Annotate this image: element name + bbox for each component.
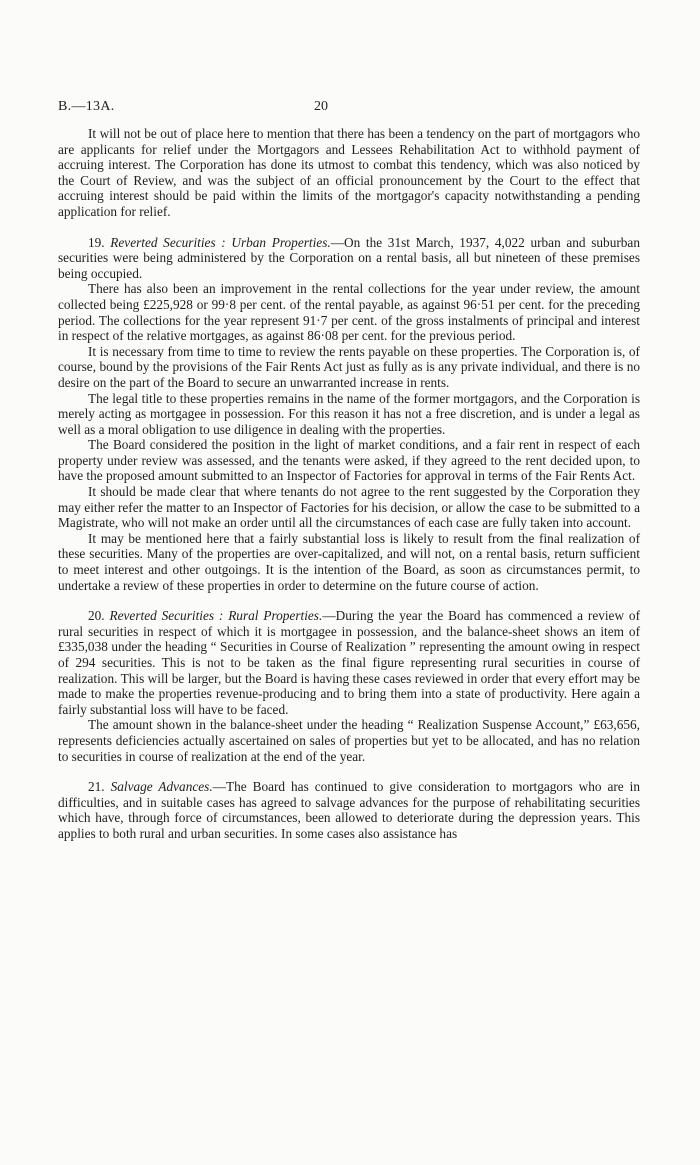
section-20-rural-properties: 20. Reverted Securities : Rural Properties.—During the year the Board has commenced a review of rural securities in respect of which it is mortgagee in possession, and the balance-sheet shows an item of £335,038 under the heading “ Securities in Course of Realization ” representing the amount owing in respect of 294 securities. This is not to be taken as the final figure representing rural securities in course of realization. This will be larger, but the Board is having these cases reviewed in order that every effort may be made to make the properties revenue-producing and to bring them into a state of productivity. Here again a fairly substantial loss will have to be faced. xyxy=(58,608,641,717)
section-heading: Reverted Securities : Urban Properties. xyxy=(110,234,331,250)
paragraph-market-conditions: The Board considered the position in the light of market conditions, and a fair rent in respect of each property under review was assessed, and the tenants were asked, if they agreed to the rent decided upon, to have the proposed amount submitted to an Inspector of Factories for approval in terms of the Fair Rents Act. xyxy=(58,437,640,484)
section-number: 21. xyxy=(88,779,105,795)
paragraph-fair-rents: It is necessary from time to time to review the rents payable on these properties. The Corporation is, of course, bound by the provisions of the Fair Rents Act just as fully as is any private individual, and there is no desire on the part of the Board to secure an unwarranted increase in rents. xyxy=(58,343,640,390)
section-21-salvage-advances: 21. Salvage Advances.—The Board has continued to give consideration to mortgagors who are in difficulties, and in suitable cases has agreed to salvage advances for the purpose of rehabilitating securities which have, through force of circumstances, been allowed to deteriorate during the depression years. This applies to both rural and urban securities. In some cases also assistance has xyxy=(58,779,640,841)
section-heading: Salvage Advances. xyxy=(110,779,213,795)
paragraph-realization-suspense: The amount shown in the balance-sheet under the heading “ Realization Suspense Account,” £63,656, represents deficiencies actually ascertained on sales of properties but yet to be allocated, and has no relation to securities in course of realization at the end of the year. xyxy=(58,717,640,764)
section-number: 20. xyxy=(88,608,105,624)
page-header xyxy=(58,99,638,119)
paragraph-legal-title: The legal title to these properties remains in the name of the former mortgagors, and the Corporation is merely acting as mortgagee in possession. For this reason it has not a free discretion, and is under a legal as well as a moral obligation to use diligence in dealing with the properties. xyxy=(58,390,640,437)
paragraph-mortgagor-interest: It will not be out of place here to mention that there has been a tendency on the part of mortgagors who are applicants for relief under the Mortgagors and Lessees Rehabilitation Act to withhold payment of accruing interest. The Corporation has done its utmost to combat this tendency, which was also noticed by the Court of Review, and was the subject of an official pronouncement by the Court to the effect that accruing interest should be paid within the limits of the mortgagor's capacity notwithstanding a pending application for relief. xyxy=(58,126,640,219)
paragraph-rental-collections: There has also been an improvement in the rental collections for the year under review, the amount collected being £225,928 or 99·8 per cent. of the rental payable, as against 96·51 per cent. for the preceding period. The collections for the year represent 91·7 per cent. of the gross instalments of principal and interest in respect of the relative mortgages, as against 86·08 per cent. for the previous period. xyxy=(58,281,640,344)
page-number: 20 xyxy=(314,99,328,114)
paragraph-tenant-disputes: It should be made clear that where tenants do not agree to the rent suggested by the Corporation they may either refer the matter to an Inspector of Factories for his decision, or allow the case to be submitted to a Magistrate, who will not make an order until all the circumstances of each case are fully taken into account. xyxy=(58,484,640,531)
section-number: 19. xyxy=(88,234,105,250)
paragraph-substantial-loss: It may be mentioned here that a fairly substantial loss is likely to result from the final realization of these securities. Many of the properties are over-capitalized, and will not, on a rental basis, return sufficient to meet interest and other outgoings. It is the intention of the Board, as soon as circumstances permit, to undertake a review of these properties in order to determine on the future course of action. xyxy=(58,530,640,593)
body-text xyxy=(58,126,640,842)
document-reference: B.—13A. xyxy=(58,99,115,114)
section-19-urban-properties: 19. Reverted Securities : Urban Properties.—On the 31st March, 1937, 4,022 urban and suburban securities were being administered by the Corporation on a rental basis, all but nineteen of these premises being occupied. xyxy=(58,234,640,281)
section-heading: Reverted Securities : Rural Properties. xyxy=(109,608,323,624)
